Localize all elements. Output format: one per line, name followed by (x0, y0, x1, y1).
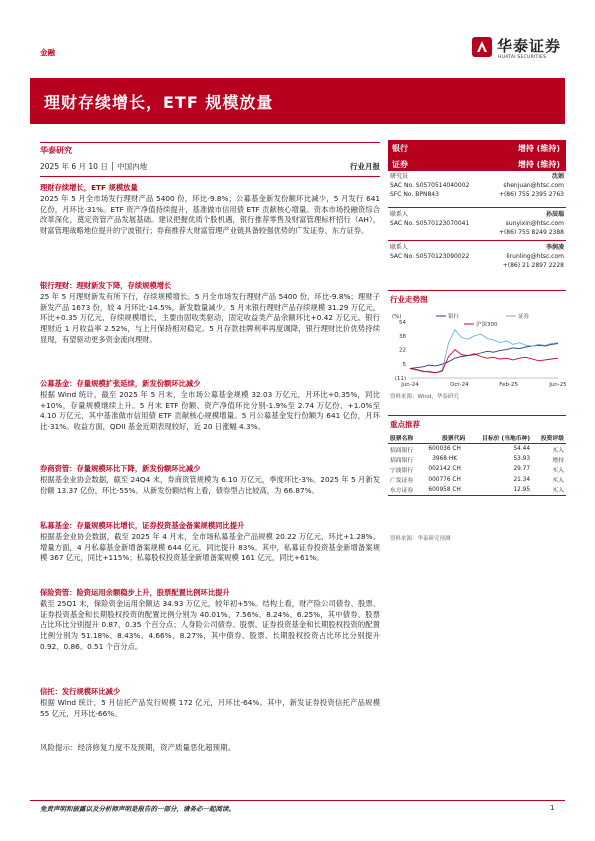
rating: 买入 (552, 467, 564, 474)
analyst-name: 李润凌 (545, 244, 564, 251)
section-body: 25 年 5 月理财新发有所下行，存续规模增长。5 月全市场发行理财产品 5400 份，环比-9.8%；理财子新发产品 1673 份，较 4 月环比-14.5%，新发数量减少。5 月末银行理财产品存续规模 31.29 万亿元，环比+0.35 万亿元，存续规模增长，主要由固收类驱动，固定收益类产品余额环比+0.42 万亿元。银行理财近 1 月收益率 2.52%，与上月保持相对稳定。5 月存款挂牌利率再度调降，银行理财比价优势持续显现，有望驱动更多资金流向理财。 (40, 291, 380, 344)
risk-warning: 风险提示：经济修复力度不及预期，资产质量恶化超预期。 (40, 743, 235, 752)
analyst-name: 孙辰瑞 (545, 211, 564, 218)
chart-source: 资料来源：Wind，华泰研究 (390, 394, 459, 400)
divider (388, 240, 566, 241)
section-mutual-funds (40, 379, 380, 433)
analyst-sac: SAC No. S0570514040002 (390, 182, 470, 189)
analyst-sac: SAC No. S0570123070041 (390, 220, 470, 227)
section-trust (40, 687, 380, 719)
table-row (388, 475, 566, 485)
stock-code: 600036 CH (428, 446, 461, 453)
trend-chart (388, 312, 566, 390)
divider (388, 207, 566, 208)
rating-sector: 银行 (392, 144, 408, 153)
section-summary (40, 183, 380, 237)
x-tick-label: Jun-24 (401, 382, 419, 388)
report-title: 理财存续增长，ETF 规模放量 (44, 93, 274, 112)
section-body: 根据 Wind 统计，截至 2025 年 5 月末，全市场公募基金规模 32.03 万亿元，月环比+0.35%，同比+10%，存量规模继续上升。5 月末 ETF 份额、资产净值环比分别-1.9%至 2.74 万亿份、+1.0%至 4.10 万亿元，其中基准做市信用债 ETF 贡献核心规模增量。5 月公募基金发行份额为 641 亿份，月环比-31%。收益方面，QDII 基金近期表现较好，近 20 日涨幅 4.3%。 (40, 389, 380, 432)
title-banner (30, 78, 565, 124)
stock-code: 000776 CH (428, 476, 461, 483)
section-heading: 私募基金：存量规模环比增长，证券投资基金备案规模同比提升 (40, 521, 245, 530)
huatai-logo-icon (470, 35, 494, 59)
report-date: 2025 年 6 月 10 日 │ 中国内地 (40, 162, 148, 171)
table-row (388, 454, 566, 464)
section-broker-am (40, 464, 380, 496)
section-heading: 理财存续增长，ETF 规模放量 (40, 183, 138, 192)
analyst-block (388, 173, 566, 207)
analyst-sfc: SFC No. BPN843 (390, 191, 439, 198)
x-tick-label: Jun-25 (549, 382, 566, 388)
legend-label: 银行 (448, 314, 460, 320)
stock-code: 3968 HK (432, 456, 457, 463)
series-line-沪深300 (410, 350, 558, 373)
report-type: 行业月报 (350, 162, 380, 171)
table-row (388, 464, 566, 474)
picks-title: 重点推荐 (390, 420, 420, 429)
target-price: 12.95 (467, 485, 532, 496)
x-tick-label: Oct-24 (450, 382, 469, 388)
col-header: 股票名称 (388, 432, 422, 444)
section-body: 根据 Wind 统计，5 月信托产品发行规模 172 亿元，月环比-64%。其中，新发证券投资信托产品规模 55 亿元，月环比-66%。 (40, 697, 380, 718)
series-line-证券 (410, 330, 558, 373)
section-body: 根据基金业协会数据，截至 24Q4 末，券商资管规模为 6.10 万亿元，季度环比-3%。2025 年 5 月新发份额 13.37 亿份，环比-55%。从新发份额结构上看，债券型占比较高，为 66.87%。 (40, 474, 380, 495)
target-price: 21.34 (513, 476, 531, 483)
rating: 买入 (552, 447, 564, 454)
target-price: 54.44 (513, 446, 531, 453)
y-tick-label: 54 (399, 320, 406, 326)
divider (40, 176, 380, 177)
huatai-logo (470, 33, 565, 67)
analyst-email[interactable]: sunyixin@htsc.com (505, 220, 564, 227)
rating-value: 增持 (维持) (517, 144, 560, 153)
y-axis-label: (%) (392, 314, 402, 320)
analyst-email[interactable]: shenjuan@htsc.com (503, 182, 564, 189)
divider (388, 290, 566, 291)
table-row (388, 444, 566, 455)
legend-label: 沪深300 (476, 322, 498, 328)
section-heading: 信托：发行规模环比减少 (40, 687, 121, 696)
analyst-name: 沈娟 (551, 173, 564, 180)
analyst-role: 联系人 (390, 244, 409, 251)
section-private-funds (40, 521, 380, 564)
section-insurance-am (40, 588, 380, 653)
col-header: 股票代码 (422, 432, 467, 444)
rating: 买入 (552, 478, 564, 485)
col-header: 目标价 (当地币种) (467, 432, 532, 444)
section-body: 2025 年 5 月全市场发行理财产品 5400 份，环比-9.8%；公募基金新发份额环比减少，5 月发行 641 亿份，月环比-31%。ETF 资产净值持续提升，基准做市信用债 ETF 贡献核心增量。资本市场投融资综合改革深化，奠定资管产品发展基础。建议把握优质个股机遇，银行推荐零售及财富管理标杆招行（AH），财富管理战略地位提升的宁波银行；券商推荐大财富管理产业链具备较强优势的广发证券、东方证券。 (40, 193, 380, 236)
analyst-email[interactable]: lirunling@htsc.com (506, 253, 564, 260)
target-price: 53.93 (513, 456, 531, 463)
analyst-role: 研究员 (390, 173, 409, 180)
table-row (388, 485, 566, 496)
trend-chart-svg (388, 312, 566, 390)
analyst-block (388, 244, 566, 270)
y-tick-label: (11) (394, 376, 406, 382)
page-number: 1 (550, 804, 555, 812)
rating-row-securities (388, 156, 566, 171)
rating-sector: 证券 (392, 160, 408, 169)
legend-label: 证券 (518, 314, 530, 320)
logo-text-en: HUATAI SECURITIES (498, 55, 547, 60)
stock-code: 600958 CH (422, 485, 467, 496)
divider (40, 142, 380, 143)
x-tick-label: Feb-25 (499, 382, 519, 388)
divider (388, 415, 566, 416)
col-header: 投资评级 (532, 432, 566, 444)
section-body: 截至 25Q1 末，保险资金运用余额达 34.93 万亿元，较年初+5%。结构上看，财产险公司债券、股票、证券投资基金和长期股权投资的配置比例分别为 40.01%、7.56%、8.24%、6.25%，其中债券、股票占比环比分别提升 0.87、0.35 个百分点；人身险公司债券、股票、证券投资基金和长期股权投资的配置比例分别为 51.18%、8.43%、4.66%、8.27%，其中债券、股票、长期股权投资占比环比分别提升 0.92、0.86、0.51 个百分点。 (40, 598, 380, 651)
y-tick-label: 38 (399, 333, 406, 340)
analyst-block (388, 211, 566, 237)
sector-label: 金融 (40, 48, 55, 57)
stock-name: 招商银行 (390, 447, 414, 454)
section-heading: 保险资管：险资运用余额稳步上升，股票配置比例环比提升 (40, 588, 230, 597)
logo-text-zh: 华泰证券 (497, 37, 562, 55)
stock-name: 广发证券 (390, 478, 414, 485)
analyst-phone: +(86) 755 8249 2388 (498, 229, 564, 236)
section-heading: 银行理财：理财新发下降，存续规模增长 (40, 281, 172, 290)
analyst-role: 联系人 (390, 211, 409, 218)
table-source: 资料来源：华泰研究预测 (390, 536, 451, 542)
firm-name: 华泰研究 (40, 146, 72, 155)
footer-disclaimer: 免责声明和披露以及分析师声明是报告的一部分，请务必一起阅读。 (40, 805, 235, 813)
y-tick-label: 5 (402, 362, 406, 369)
picks-table (388, 432, 566, 496)
footer-divider (30, 800, 565, 801)
stock-name: 宁波银行 (390, 467, 414, 474)
rating: 买入 (532, 485, 566, 496)
section-body: 根据基金业协会数据，截至 2025 年 4 月末，全市场私募基金产品规模 20.22 万亿元，环比+1.28%。增量方面，4 月私募基金新增备案规模 644 亿元，同比提升 83%。其中，私募证券投资基金新增备案规模 367 亿元，同比+115%；私募股权投资基金新增备案规模 161 亿元，同比+61%。 (40, 531, 380, 563)
analyst-phone: +(86) 21 2897 2228 (502, 262, 564, 269)
rating-value: 增持 (维持) (517, 160, 560, 169)
rating-row-bank (388, 140, 566, 156)
trend-title: 行业走势图 (390, 295, 428, 304)
section-heading: 公募基金：存量规模扩张延续，新发份额环比减少 (40, 379, 201, 388)
y-tick-label: 22 (399, 347, 406, 354)
target-price: 29.77 (513, 466, 531, 473)
stock-code: 002142 CH (428, 466, 461, 473)
stock-name: 东方证券 (388, 485, 422, 496)
stock-name: 招商银行 (390, 457, 414, 464)
section-bank-wealth (40, 281, 380, 346)
section-heading: 券商资管：存量规模环比下降，新发份额环比减少 (40, 464, 201, 473)
analyst-phone: +(86) 755 2395 2763 (498, 191, 564, 198)
rating: 增持 (552, 457, 564, 464)
analyst-sac: SAC No. S0570123090022 (390, 253, 470, 260)
series-line-银行 (410, 344, 558, 369)
